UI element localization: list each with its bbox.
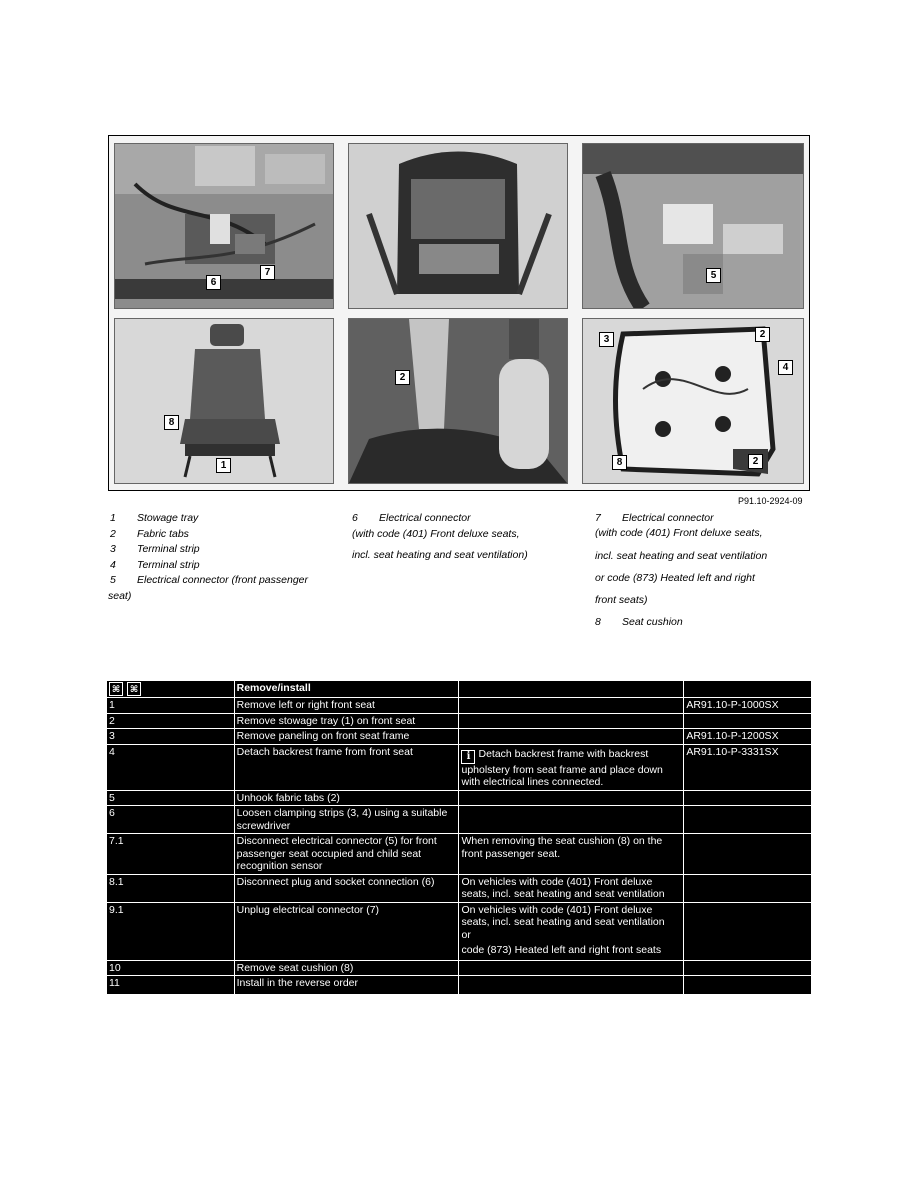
info-icon: i xyxy=(461,750,475,764)
callout-8-cushion: 8 xyxy=(612,455,627,470)
callout-7: 7 xyxy=(260,265,275,280)
table-row: 2 Remove stowage tray (1) on front seat xyxy=(107,713,812,729)
legend-item-1: 1 Stowage tray xyxy=(110,512,199,524)
legend-item-6-line3: incl. seat heating and seat ventilation) xyxy=(352,549,528,561)
legend-item-6: 6 Electrical connector xyxy=(352,512,471,524)
legend-item-7-line2: (with code (401) Front deluxe seats, xyxy=(595,527,763,539)
legend-column-3 xyxy=(595,511,767,633)
header-refs xyxy=(684,681,812,698)
table-row: 8.1 Disconnect plug and socket connection (6) On vehicles with code (401) Front deluxe seats, incl. seat heating and seat ventilation xyxy=(107,874,812,902)
note-cell: i Detach backrest frame with backrest upholstery from seat frame and place down with electrical lines connected. xyxy=(459,744,684,790)
photo-panel-connector xyxy=(582,143,804,309)
table-row: 9.1 Unplug electrical connector (7) On vehicles with code (401) Front deluxe seats, incl. seat heating and seat ventilation or code (873) Heated left and right front seats xyxy=(107,902,812,960)
reference-link[interactable]: AR91.10-P-1200SX xyxy=(684,729,812,745)
legend-item-5-cont: seat) xyxy=(108,589,132,602)
table-row: 7.1 Disconnect electrical connector (5) for front passenger seat occupied and child seat recognition sensor When removing the seat cushion (8) on the front passenger seat. xyxy=(107,834,812,875)
table-header-row xyxy=(107,681,812,698)
legend-column-1 xyxy=(110,511,308,604)
legend-item-7: 7 Electrical connector xyxy=(595,512,714,524)
callout-5: 5 xyxy=(706,268,721,283)
reference-link[interactable]: AR91.10-P-1000SX xyxy=(684,698,812,714)
reference-link[interactable]: AR91.10-P-3331SX xyxy=(684,744,812,790)
callout-2-fabric: 2 xyxy=(395,370,410,385)
legend-item-2: 2 Fabric tabs xyxy=(110,527,189,540)
figure-code: P91.10-2924-09 xyxy=(738,496,803,506)
callout-2-bottom: 2 xyxy=(748,454,763,469)
header-title: Remove/install xyxy=(234,681,459,698)
callout-1: 1 xyxy=(216,458,231,473)
table-row: 11 Install in the reverse order xyxy=(107,976,812,995)
table-row: 6 Loosen clamping strips (3, 4) using a suitable screwdriver xyxy=(107,806,812,834)
note-cell: On vehicles with code (401) Front deluxe seats, incl. seat heating and seat ventilation or code (873) Heated left and right front seats xyxy=(459,902,684,960)
fabric-tabs-photo xyxy=(349,319,567,483)
legend-item-4: 4 Terminal strip xyxy=(110,558,200,571)
callout-3: 3 xyxy=(599,332,614,347)
photo-panel-backrest xyxy=(348,143,568,309)
legend-item-7-line3: incl. seat heating and seat ventilation xyxy=(595,550,768,562)
technical-figure xyxy=(108,135,810,491)
header-notes xyxy=(459,681,684,698)
procedure-table xyxy=(106,680,812,995)
table-row: 4 Detach backrest frame from front seat i Detach backrest frame with backrest upholstery from seat frame and place down with electrical lines connected. AR91.10-P-3331SX xyxy=(107,744,812,790)
table-row: 1 Remove left or right front seat AR91.10-P-1000SX xyxy=(107,698,812,714)
legend-item-7-line4: or code (873) Heated left and right xyxy=(595,572,755,584)
legend-item-6-line2: (with code (401) Front deluxe seats, xyxy=(352,527,520,540)
wiring-photo xyxy=(115,144,333,308)
photo-panel-fabric-tabs xyxy=(348,318,568,484)
table-row: 5 Unhook fabric tabs (2) xyxy=(107,790,812,806)
callout-4: 4 xyxy=(778,360,793,375)
backrest-photo xyxy=(349,144,567,308)
connector-photo xyxy=(583,144,803,308)
legend-item-3: 3 Terminal strip xyxy=(110,543,200,555)
table-row: 10 Remove seat cushion (8) xyxy=(107,960,812,976)
install-icon: ⌘ xyxy=(127,682,141,696)
callout-8: 8 xyxy=(164,415,179,430)
legend-item-5: 5 Electrical connector (front passenger xyxy=(110,574,308,586)
callout-6: 6 xyxy=(206,275,221,290)
callout-2-top: 2 xyxy=(755,327,770,342)
legend-item-7-line5: front seats) xyxy=(595,594,648,606)
table-row: 3 Remove paneling on front seat frame AR91.10-P-1200SX xyxy=(107,729,812,745)
photo-panel-wiring xyxy=(114,143,334,309)
header-icons xyxy=(107,681,235,698)
legend-item-8: 8 Seat cushion xyxy=(595,616,683,628)
remove-icon: ⌘ xyxy=(109,682,123,696)
legend-column-2 xyxy=(352,511,528,564)
